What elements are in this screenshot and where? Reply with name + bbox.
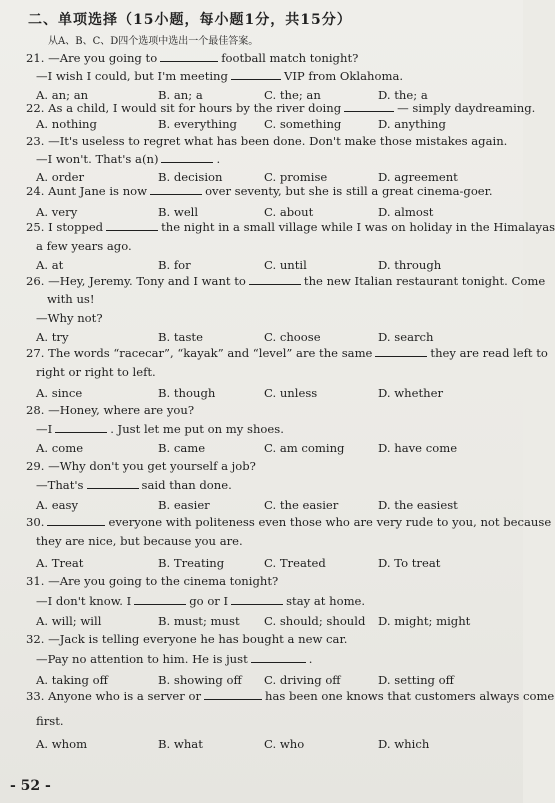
question-text: —I won't. That's a(n) <box>36 152 159 166</box>
answer-blank <box>106 220 158 231</box>
question-30-line-2 <box>36 534 243 548</box>
answer-blank <box>375 346 427 357</box>
question-text: 24. Aunt Jane is now <box>26 184 148 198</box>
option-b: B. came <box>158 441 206 455</box>
question-24-line-1 <box>26 184 493 198</box>
option-c: C. promise <box>264 170 328 184</box>
question-26-line-2 <box>47 292 95 306</box>
option-c: C. the; an <box>264 88 321 102</box>
answer-blank <box>160 51 218 62</box>
option-c: C. unless <box>264 386 318 400</box>
page-number: - 52 - <box>10 778 51 794</box>
option-c: C. about <box>264 205 314 219</box>
question-29-line-2 <box>36 478 232 492</box>
question-29-line-1 <box>26 459 256 473</box>
question-31-line-1 <box>26 574 278 588</box>
question-32-line-2 <box>36 652 312 666</box>
answer-blank <box>231 69 281 80</box>
option-c: C. choose <box>264 330 321 344</box>
question-30-line-1 <box>26 515 551 529</box>
question-text: with us! <box>47 292 95 306</box>
question-text: 32. —Jack is telling everyone he has bought a new car. <box>26 632 348 646</box>
answer-blank <box>87 478 139 489</box>
option-b: B. showing off <box>158 673 242 687</box>
option-a: A. nothing <box>36 117 97 131</box>
question-text: said than done. <box>141 478 232 492</box>
option-a: A. try <box>36 330 69 344</box>
option-d: D. almost <box>378 205 434 219</box>
question-text: 21. —Are you going to <box>26 51 158 65</box>
answer-blank <box>55 422 107 433</box>
question-text: —I don't know. I <box>36 594 132 608</box>
question-text: has been one knows that customers always come <box>265 689 555 703</box>
option-b: B. what <box>158 737 203 751</box>
option-b: B. an; a <box>158 88 203 102</box>
question-text: —I wish I could, but I'm meeting <box>36 69 228 83</box>
question-23-line-2 <box>36 152 220 166</box>
answer-blank <box>251 652 306 663</box>
question-28-line-2 <box>36 422 284 436</box>
question-text: 29. —Why don't you get yourself a job? <box>26 459 256 473</box>
question-text: they are nice, but because you are. <box>36 534 243 548</box>
question-text: 25. I stopped <box>26 220 104 234</box>
option-c: C. should; should <box>264 614 366 628</box>
question-text: — simply daydreaming. <box>397 101 536 115</box>
option-b: B. easier <box>158 498 210 512</box>
question-21-line-1 <box>26 51 358 65</box>
option-c: C. driving off <box>264 673 341 687</box>
question-text: they are read left to <box>430 346 548 360</box>
option-c: C. until <box>264 258 307 272</box>
question-text: right or right to left. <box>36 365 156 379</box>
section-title: 二、单项选择（15小题，每小题1分，共15分） <box>28 12 352 28</box>
answer-blank <box>249 274 301 285</box>
option-d: D. through <box>378 258 442 272</box>
question-text: . <box>216 152 221 166</box>
option-b: B. well <box>158 205 199 219</box>
option-a: A. whom <box>36 737 88 751</box>
answer-blank <box>150 184 202 195</box>
option-a: A. will; will <box>36 614 102 628</box>
option-a: A. an; an <box>36 88 89 102</box>
option-b: B. everything <box>158 117 237 131</box>
question-text: 22. As a child, I would sit for hours by the river doing <box>26 101 342 115</box>
option-c: C. something <box>264 117 342 131</box>
option-b: B. must; must <box>158 614 240 628</box>
question-text: everyone with politeness even those who are very rude to you, not because <box>108 515 552 529</box>
option-a: A. easy <box>36 498 79 512</box>
question-text: 23. —It's useless to regret what has been done. Don't make those mistakes again. <box>26 134 508 148</box>
question-text: stay at home. <box>286 594 366 608</box>
question-text: 28. —Honey, where are you? <box>26 403 195 417</box>
option-d: D. the; a <box>378 88 428 102</box>
question-26-line-3 <box>36 311 103 325</box>
option-a: A. taking off <box>36 673 108 687</box>
option-b: B. taste <box>158 330 203 344</box>
answer-blank <box>204 689 262 700</box>
question-27-line-1 <box>26 346 548 360</box>
option-d: D. whether <box>378 386 444 400</box>
question-text: 27. The words “racecar”, “kayak” and “level” are the same <box>26 346 373 360</box>
option-a: A. at <box>36 258 64 272</box>
question-text: 30. <box>26 515 45 529</box>
question-text: 33. Anyone who is a server or <box>26 689 202 703</box>
question-text: football match tonight? <box>221 51 359 65</box>
option-d: D. might; might <box>378 614 471 628</box>
option-b: B. Treating <box>158 556 225 570</box>
question-text: . <box>308 652 313 666</box>
answer-blank <box>344 101 394 112</box>
option-d: D. the easiest <box>378 498 458 512</box>
question-23-line-1 <box>26 134 507 148</box>
question-25-line-1 <box>26 220 555 234</box>
question-text: 31. —Are you going to the cinema tonight? <box>26 574 279 588</box>
option-a: A. since <box>36 386 83 400</box>
answer-blank <box>134 594 186 605</box>
option-a: A. Treat <box>36 556 84 570</box>
question-32-line-1 <box>26 632 347 646</box>
question-text: go or I <box>189 594 229 608</box>
answer-blank <box>161 152 213 163</box>
question-33-line-1 <box>26 689 554 703</box>
section-instruction: 从A、B、C、D四个选项中选出一个最佳答案。 <box>48 36 259 47</box>
question-33-line-2 <box>36 714 64 728</box>
question-27-line-2 <box>36 365 156 379</box>
question-21-line-2 <box>36 69 403 83</box>
question-31-line-2 <box>36 594 365 608</box>
option-a: A. come <box>36 441 84 455</box>
option-d: D. To treat <box>378 556 441 570</box>
option-b: B. decision <box>158 170 223 184</box>
question-text: —Pay no attention to him. He is just <box>36 652 248 666</box>
question-text: —Why not? <box>36 311 103 325</box>
option-c: C. the easier <box>264 498 339 512</box>
question-22-line-1 <box>26 101 535 115</box>
option-d: D. which <box>378 737 430 751</box>
option-c: C. who <box>264 737 305 751</box>
question-25-line-2 <box>36 239 132 253</box>
question-text: a few years ago. <box>36 239 132 253</box>
option-c: C. am coming <box>264 441 345 455</box>
answer-blank <box>231 594 283 605</box>
option-a: A. order <box>36 170 85 184</box>
question-text: the new Italian restaurant tonight. Come <box>303 274 546 288</box>
option-b: B. for <box>158 258 191 272</box>
question-26-line-1 <box>26 274 545 288</box>
question-28-line-1 <box>26 403 194 417</box>
option-d: D. agreement <box>378 170 458 184</box>
option-b: B. though <box>158 386 216 400</box>
question-text: over seventy, but she is still a great cinema-goer. <box>205 184 493 198</box>
question-text: the night in a small village while I was on holiday in the Himalayas <box>161 220 555 234</box>
option-d: D. setting off <box>378 673 454 687</box>
question-text: . Just let me put on my shoes. <box>110 422 284 436</box>
question-text: —I <box>36 422 53 436</box>
option-d: D. have come <box>378 441 458 455</box>
option-a: A. very <box>36 205 78 219</box>
option-d: D. anything <box>378 117 446 131</box>
option-d: D. search <box>378 330 434 344</box>
question-text: 26. —Hey, Jeremy. Tony and I want to <box>26 274 246 288</box>
option-c: C. Treated <box>264 556 326 570</box>
question-text: VIP from Oklahoma. <box>283 69 404 83</box>
answer-blank <box>47 515 105 526</box>
question-text: —That's <box>36 478 84 492</box>
question-text: first. <box>36 714 64 728</box>
